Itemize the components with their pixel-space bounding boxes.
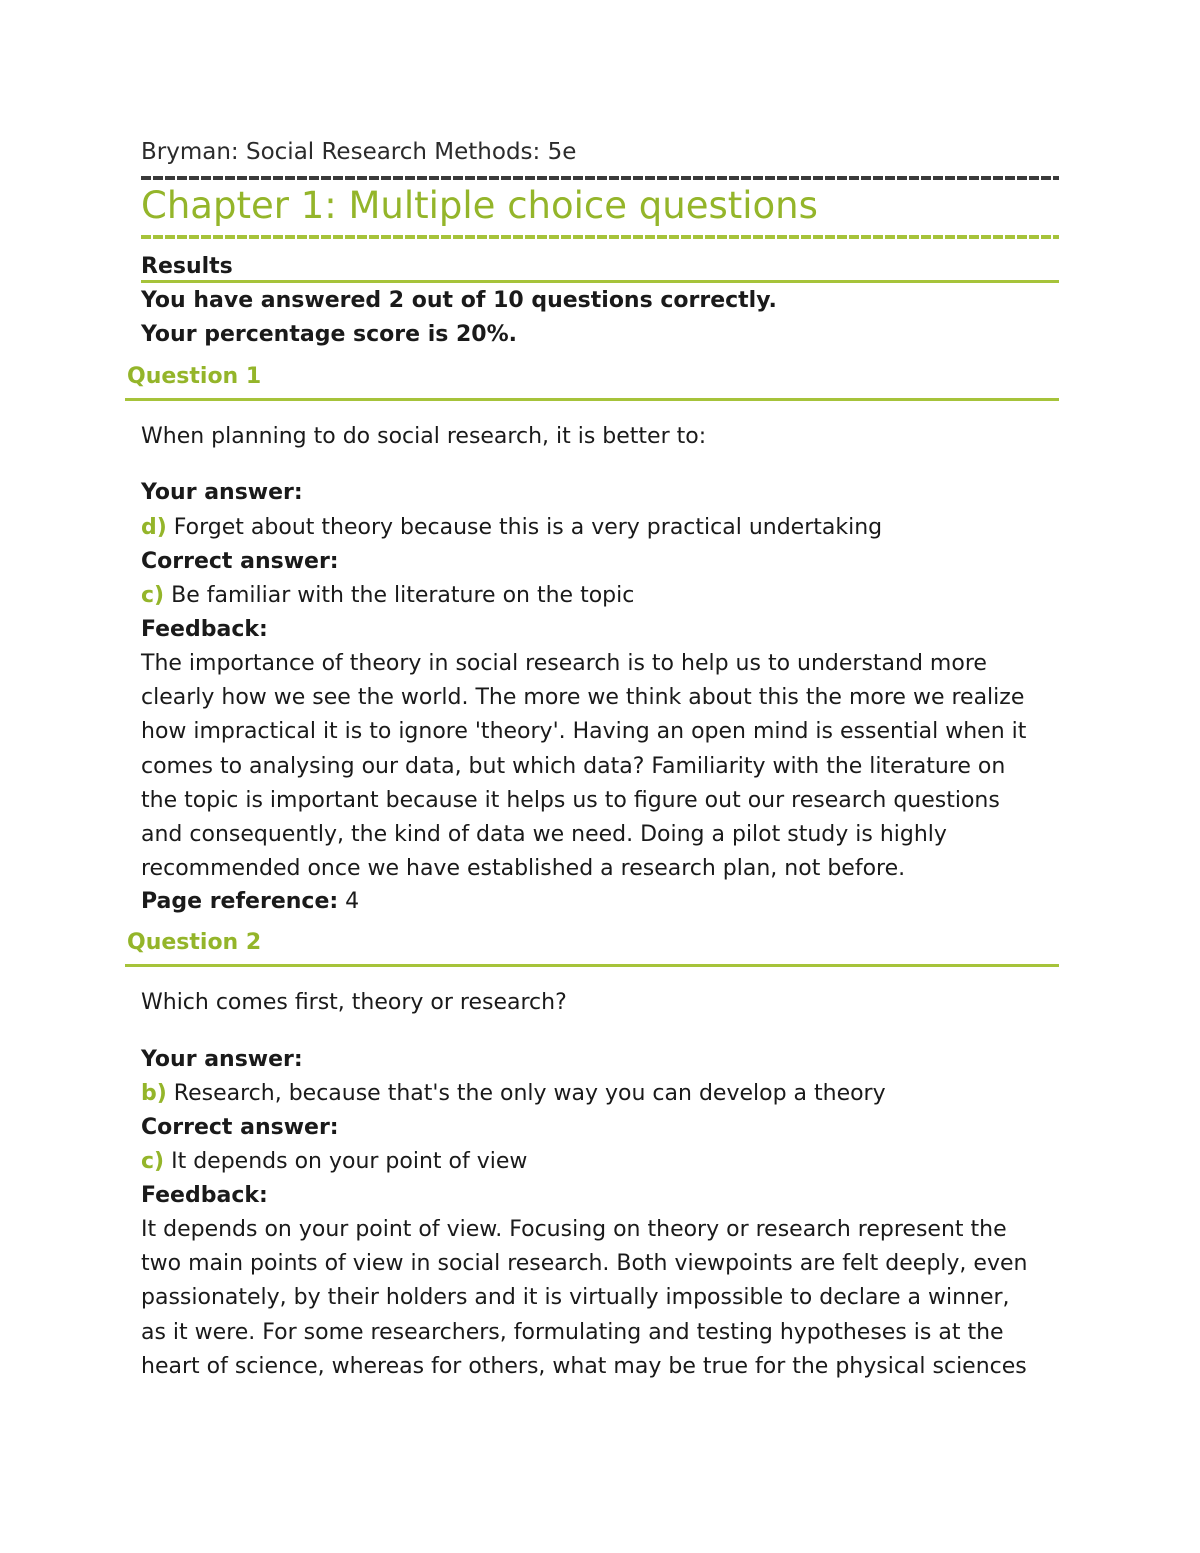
results-divider: [141, 280, 1059, 283]
book-title: Bryman: Social Research Methods: 5e: [141, 139, 577, 165]
your-answer-letter: b): [141, 1081, 167, 1106]
feedback-line: passionately, by their holders and it is virtually impossible to declare a winner,: [141, 1285, 1010, 1311]
chapter-divider: [141, 235, 1059, 239]
question-heading: Question 2: [127, 930, 262, 955]
correct-answer-text: Be familiar with the literature on the topic: [164, 583, 635, 608]
correct-answer: [141, 1149, 527, 1174]
feedback-line: heart of science, whereas for others, what may be true for the physical sciences: [141, 1353, 1027, 1379]
page-reference: [141, 889, 359, 914]
feedback-line: how impractical it is to ignore 'theory'. Having an open mind is essential when it: [141, 719, 1027, 745]
feedback-line: The importance of theory in social research is to help us to understand more: [141, 651, 987, 676]
feedback-label: Feedback:: [141, 617, 268, 642]
question-prompt: When planning to do social research, it is better to:: [141, 424, 707, 449]
feedback-text: [141, 647, 1061, 886]
your-answer-label: Your answer:: [141, 1047, 303, 1072]
results-heading: Results: [141, 254, 233, 279]
chapter-title: Chapter 1: Multiple choice questions: [141, 184, 818, 227]
feedback-line: It depends on your point of view. Focusing on theory or research represent the: [141, 1217, 1007, 1242]
header-divider: [141, 176, 1059, 180]
feedback-line: comes to analysing our data, but which data? Familiarity with the literature on: [141, 753, 1006, 779]
your-answer-label: Your answer:: [141, 480, 303, 505]
your-answer-text: Research, because that's the only way you can develop a theory: [166, 1081, 886, 1106]
percentage-summary: Your percentage score is 20%.: [141, 322, 518, 347]
page-reference-value: 4: [338, 889, 360, 914]
feedback-line: as it were. For some researchers, formulating and testing hypotheses is at the: [141, 1319, 1004, 1345]
correct-answer-letter: c): [141, 583, 165, 608]
correct-answer-letter: c): [141, 1149, 165, 1174]
correct-answer-text: It depends on your point of view: [164, 1149, 528, 1174]
feedback-line: the topic is important because it helps us to figure out our research questions: [141, 787, 1000, 813]
feedback-line: clearly how we see the world. The more we think about this the more we realize: [141, 685, 1025, 711]
correct-answer-label: Correct answer:: [141, 1115, 339, 1140]
question-divider: [125, 964, 1059, 967]
your-answer: [141, 1081, 886, 1106]
question-divider: [125, 398, 1059, 401]
feedback-line: recommended once we have established a research plan, not before.: [141, 856, 906, 882]
correct-answer-label: Correct answer:: [141, 549, 339, 574]
feedback-line: two main points of view in social research. Both viewpoints are felt deeply, even: [141, 1251, 1028, 1277]
answered-summary: You have answered 2 out of 10 questions correctly.: [141, 288, 777, 313]
page-reference-label: Page reference:: [141, 889, 339, 914]
question-prompt: Which comes first, theory or research?: [141, 990, 567, 1015]
feedback-text: [141, 1213, 1061, 1384]
your-answer: [141, 515, 882, 540]
feedback-label: Feedback:: [141, 1183, 268, 1208]
your-answer-letter: d): [141, 515, 167, 540]
feedback-line: and consequently, the kind of data we need. Doing a pilot study is highly: [141, 822, 947, 848]
your-answer-text: Forget about theory because this is a very practical undertaking: [166, 515, 883, 540]
question-heading: Question 1: [127, 364, 262, 389]
correct-answer: [141, 583, 634, 608]
